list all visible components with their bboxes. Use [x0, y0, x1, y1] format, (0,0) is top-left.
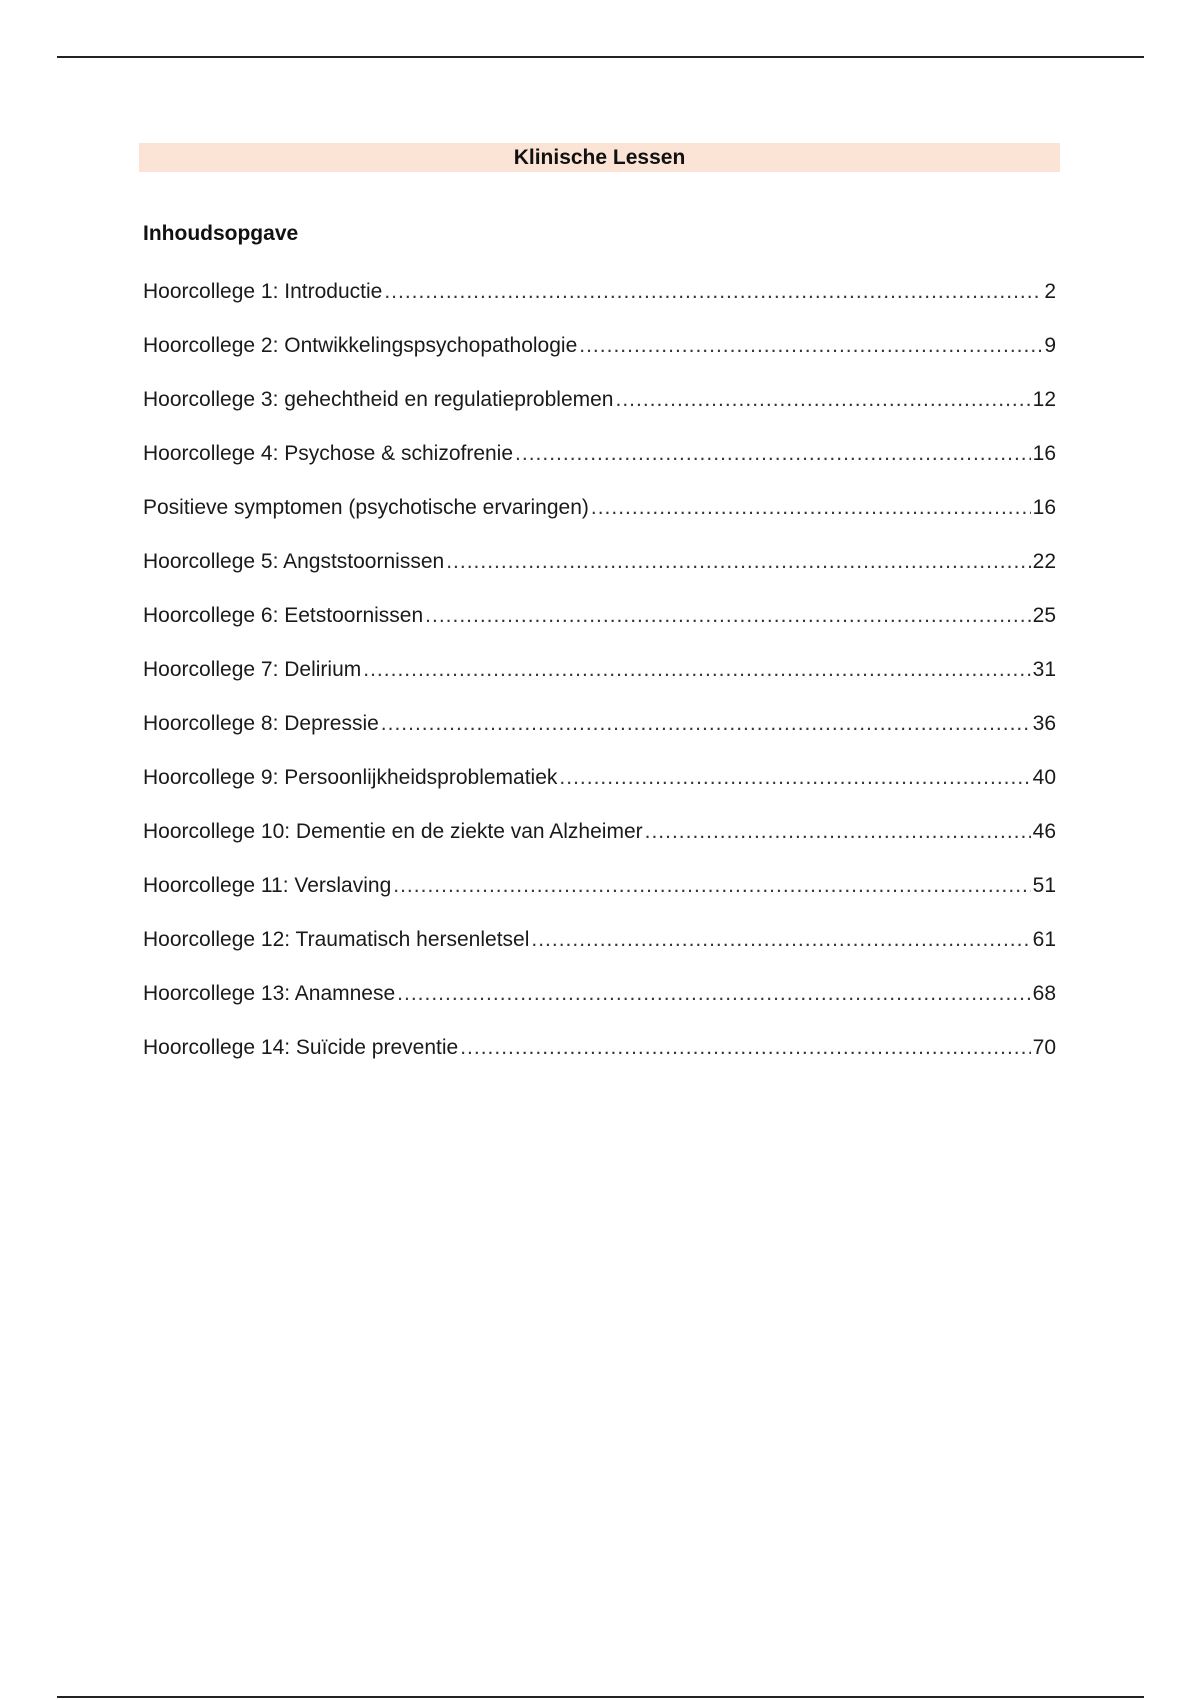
toc-entry-page: 31 [1032, 658, 1056, 681]
toc-leader-dots [579, 332, 1042, 360]
toc-leader-dots [531, 926, 1030, 954]
toc-entry[interactable] [143, 332, 1056, 386]
toc-entry-label: Hoorcollege 9: Persoonlijkheidsproblematiek [143, 766, 558, 789]
toc-entry-page: 68 [1032, 982, 1056, 1005]
toc-entry[interactable] [143, 278, 1056, 332]
toc-entry-label: Hoorcollege 10: Dementie en de ziekte van Alzheimer [143, 820, 643, 843]
toc-entry-label: Hoorcollege 4: Psychose & schizofrenie [143, 442, 514, 465]
toc-entry-page: 12 [1032, 388, 1056, 411]
toc-entry-label: Hoorcollege 14: Suïcide preventie [143, 1036, 459, 1059]
document-title: Klinische Lessen [139, 143, 1060, 172]
toc-entry-page: 40 [1032, 766, 1056, 789]
toc-entry-label: Positieve symptomen (psychotische ervaringen) [143, 496, 589, 519]
toc-leader-dots [616, 386, 1031, 414]
toc-entry-label: Hoorcollege 12: Traumatisch hersenletsel [143, 928, 530, 951]
toc-entry-page: 25 [1032, 604, 1056, 627]
toc-entry-page: 22 [1032, 550, 1056, 573]
toc-entry-label: Hoorcollege 3: gehechtheid en regulatieproblemen [143, 388, 614, 411]
toc-entry-page: 70 [1032, 1036, 1056, 1059]
toc-entry[interactable] [143, 386, 1056, 440]
toc-entry-page: 46 [1032, 820, 1056, 843]
toc-entry-label: Hoorcollege 5: Angststoornissen [143, 550, 445, 573]
toc-entry-label: Hoorcollege 13: Anamnese [143, 982, 396, 1005]
toc-entry-label: Hoorcollege 8: Depressie [143, 712, 379, 735]
toc-entry-page: 16 [1032, 496, 1056, 519]
toc-leader-dots [363, 656, 1030, 684]
toc-entry[interactable] [143, 440, 1056, 494]
toc-entry-page: 51 [1032, 874, 1056, 897]
toc-entry[interactable] [143, 818, 1056, 872]
toc-entry[interactable] [143, 872, 1056, 926]
footer-rule [57, 1696, 1144, 1698]
header-rule [57, 56, 1144, 58]
toc-entry[interactable] [143, 656, 1056, 710]
toc-entry-page: 61 [1032, 928, 1056, 951]
toc-leader-dots [591, 494, 1031, 522]
toc-entry[interactable] [143, 548, 1056, 602]
toc-leader-dots [425, 602, 1030, 630]
toc-leader-dots [559, 764, 1030, 792]
toc-leader-dots [460, 1034, 1030, 1062]
toc-entry-label: Hoorcollege 11: Verslaving [143, 874, 392, 897]
toc-entry-label: Hoorcollege 7: Delirium [143, 658, 362, 681]
toc-leader-dots [645, 818, 1031, 846]
toc-entry[interactable] [143, 764, 1056, 818]
toc-entry[interactable] [143, 926, 1056, 980]
toc-entry-label: Hoorcollege 2: Ontwikkelingspsychopathologie [143, 334, 578, 357]
toc-entry-label: Hoorcollege 6: Eetstoornissen [143, 604, 424, 627]
toc-entry-page: 36 [1032, 712, 1056, 735]
toc-entry[interactable] [143, 980, 1056, 1034]
toc-leader-dots [393, 872, 1030, 900]
table-of-contents [143, 278, 1056, 1088]
toc-leader-dots [446, 548, 1030, 576]
toc-entry[interactable] [143, 1034, 1056, 1088]
toc-entry-label: Hoorcollege 1: Introductie [143, 280, 383, 303]
toc-heading: Inhoudsopgave [143, 222, 299, 245]
toc-leader-dots [381, 710, 1031, 738]
toc-entry-page: 2 [1044, 280, 1056, 303]
toc-entry-page: 9 [1044, 334, 1056, 357]
toc-entry[interactable] [143, 602, 1056, 656]
toc-entry[interactable] [143, 494, 1056, 548]
toc-leader-dots [384, 278, 1042, 306]
toc-entry-page: 16 [1032, 442, 1056, 465]
toc-leader-dots [515, 440, 1031, 468]
toc-entry[interactable] [143, 710, 1056, 764]
toc-leader-dots [397, 980, 1030, 1008]
